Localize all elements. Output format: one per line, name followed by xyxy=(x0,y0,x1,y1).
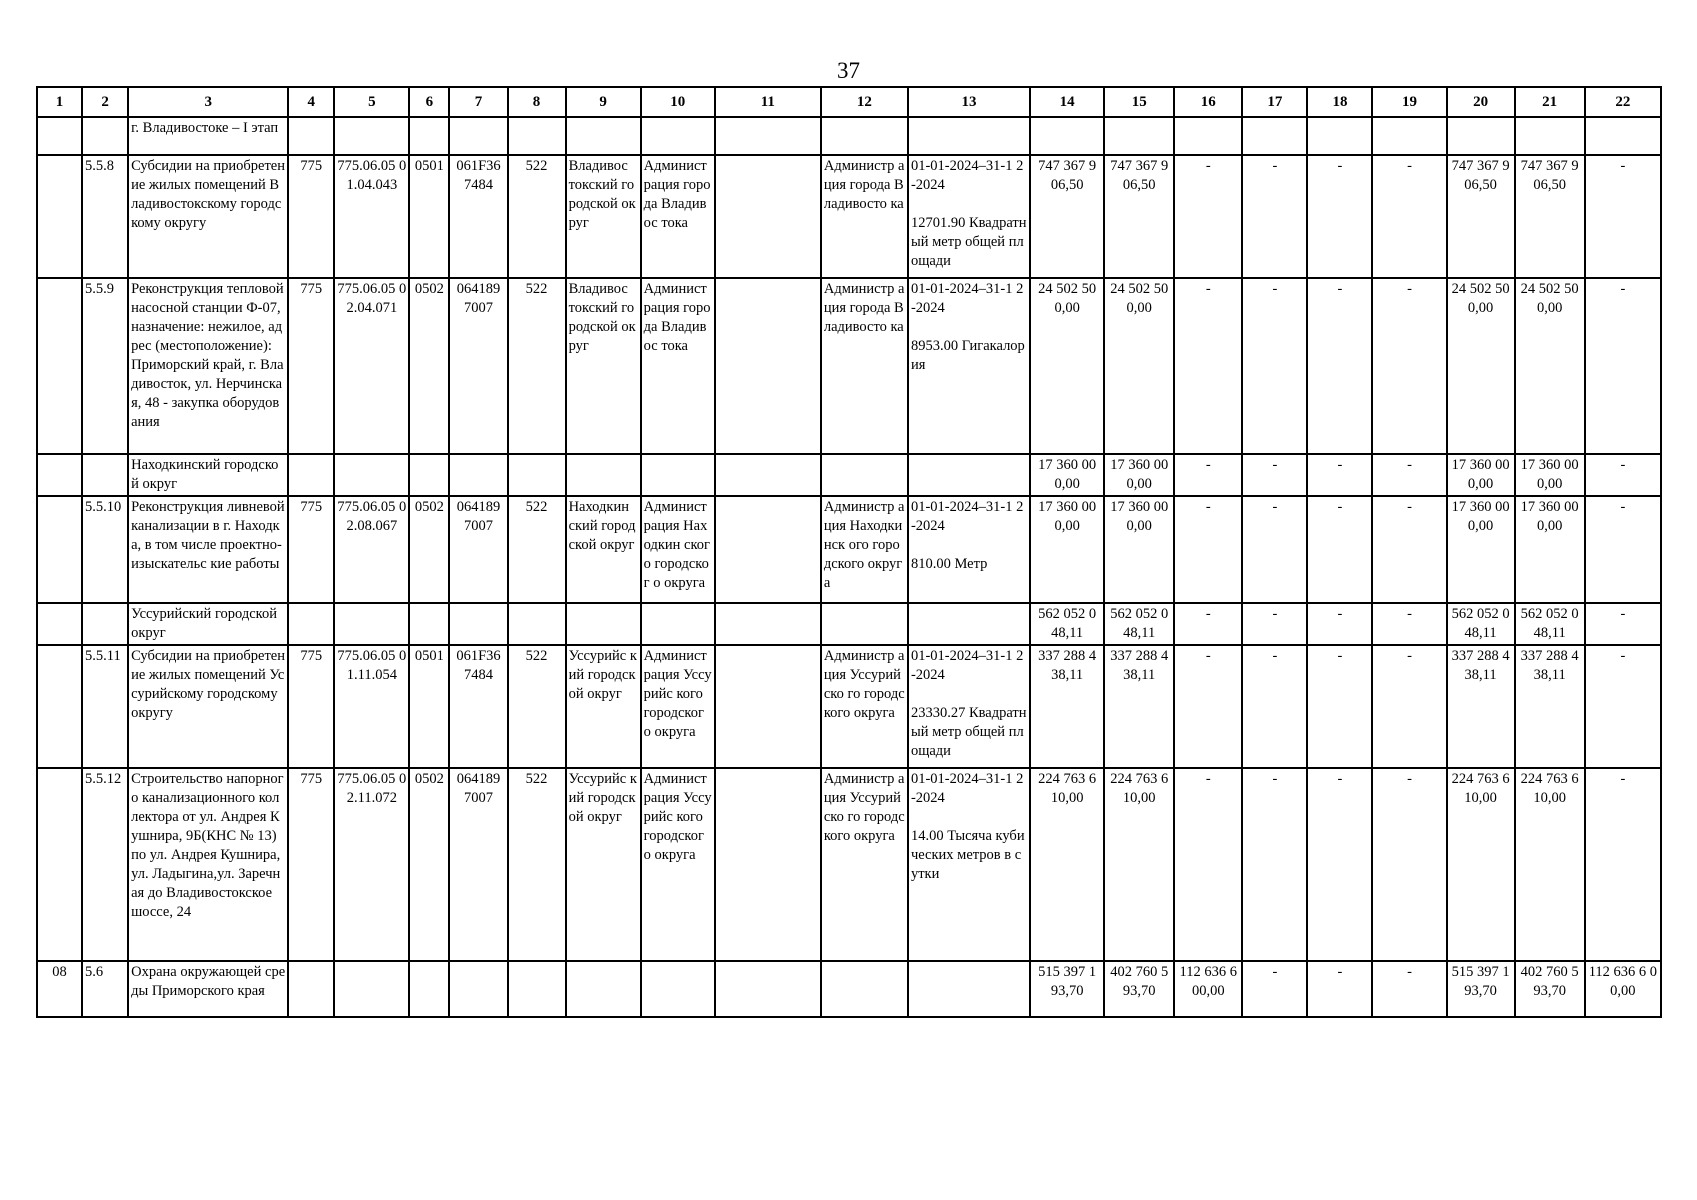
table-cell-col-18: - xyxy=(1307,278,1372,454)
column-header: 19 xyxy=(1372,87,1446,117)
table-cell-col-22: - xyxy=(1585,496,1661,603)
table-cell-col-6 xyxy=(409,961,449,1017)
table-cell-col-20: 337 288 4 38,11 xyxy=(1447,645,1515,768)
table-cell-col-18: - xyxy=(1307,768,1372,961)
table-cell-col-16: - xyxy=(1174,768,1242,961)
table-cell-col-20: 17 360 00 0,00 xyxy=(1447,496,1515,603)
table-cell-col-7: 064189 7007 xyxy=(449,768,507,961)
table-cell-col-1 xyxy=(37,278,82,454)
table-cell-col-9 xyxy=(566,603,641,645)
table-cell-col-16: 112 636 6 00,00 xyxy=(1174,961,1242,1017)
column-header: 17 xyxy=(1242,87,1307,117)
table-cell-col-12 xyxy=(821,603,908,645)
page-number: 37 xyxy=(837,58,860,83)
table-cell-col-10 xyxy=(641,961,715,1017)
table-cell-col-12: Администр ация Уссурийско го городского округа xyxy=(821,645,908,768)
table-cell-col-15: 24 502 50 0,00 xyxy=(1104,278,1174,454)
table-cell-col-18: - xyxy=(1307,603,1372,645)
table-cell-col-18: - xyxy=(1307,454,1372,496)
table-cell-col-17 xyxy=(1242,117,1307,155)
table-cell-col-7: 061F36 7484 xyxy=(449,155,507,278)
table-cell-col-4: 775 xyxy=(288,768,334,961)
table-cell-col-13: 01-01-2024–31-1 2-2024 23330.27 Квадратный метр общей площади xyxy=(908,645,1030,768)
table-cell-col-6: 0501 xyxy=(409,155,449,278)
table-cell-col-3: г. Владивостоке – I этап xyxy=(128,117,288,155)
table-cell-col-5 xyxy=(334,603,409,645)
table-cell-col-5: 775.06.05 02.11.072 xyxy=(334,768,409,961)
table-cell-col-1 xyxy=(37,454,82,496)
table-cell-col-7 xyxy=(449,603,507,645)
table-cell-col-8 xyxy=(508,454,566,496)
table-cell-col-12 xyxy=(821,117,908,155)
column-header: 9 xyxy=(566,87,641,117)
table-cell-col-11 xyxy=(715,454,821,496)
table-cell-col-12: Администр ация Уссурийско го городского округа xyxy=(821,768,908,961)
table-cell-col-16: - xyxy=(1174,496,1242,603)
table-cell-col-19: - xyxy=(1372,961,1446,1017)
table-cell-col-15: 747 367 9 06,50 xyxy=(1104,155,1174,278)
table-cell-col-11 xyxy=(715,768,821,961)
table-cell-col-1 xyxy=(37,768,82,961)
table-cell-col-10 xyxy=(641,117,715,155)
table-cell-col-16: - xyxy=(1174,645,1242,768)
table-cell-col-14: 224 763 6 10,00 xyxy=(1030,768,1104,961)
budget-table xyxy=(36,86,1662,1018)
table-cell-col-12: Администр ация города Владивосто ка xyxy=(821,155,908,278)
table-cell-col-14: 562 052 0 48,11 xyxy=(1030,603,1104,645)
table-cell-col-1 xyxy=(37,603,82,645)
table-cell-col-8: 522 xyxy=(508,278,566,454)
table-cell-col-19: - xyxy=(1372,278,1446,454)
table-cell-col-21: 17 360 00 0,00 xyxy=(1515,454,1585,496)
table-cell-col-18 xyxy=(1307,117,1372,155)
table-cell-col-2: 5.6 xyxy=(82,961,128,1017)
table-cell-col-16 xyxy=(1174,117,1242,155)
table-cell-col-14: 515 397 1 93,70 xyxy=(1030,961,1104,1017)
table-cell-col-1 xyxy=(37,496,82,603)
table-cell-col-17: - xyxy=(1242,155,1307,278)
table-cell-col-8: 522 xyxy=(508,155,566,278)
table-cell-col-21: 402 760 5 93,70 xyxy=(1515,961,1585,1017)
table-cell-col-9 xyxy=(566,454,641,496)
table-cell-col-19: - xyxy=(1372,454,1446,496)
table-cell-col-16: - xyxy=(1174,155,1242,278)
table-cell-col-4 xyxy=(288,603,334,645)
table-cell-col-22: 112 636 6 00,00 xyxy=(1585,961,1661,1017)
table-cell-col-6 xyxy=(409,454,449,496)
table-cell-col-2: 5.5.8 xyxy=(82,155,128,278)
table-cell-col-22: - xyxy=(1585,768,1661,961)
table-cell-col-9: Уссурийс кий городской округ xyxy=(566,768,641,961)
table-cell-col-22: - xyxy=(1585,603,1661,645)
column-header: 8 xyxy=(508,87,566,117)
table-cell-col-22 xyxy=(1585,117,1661,155)
table-cell-col-20: 747 367 9 06,50 xyxy=(1447,155,1515,278)
column-header: 22 xyxy=(1585,87,1661,117)
table-cell-col-4: 775 xyxy=(288,278,334,454)
table-cell-col-9: Владивос токский городской округ xyxy=(566,155,641,278)
table-cell-col-12: Администр ация Находкинск ого городского округа xyxy=(821,496,908,603)
table-cell-col-4: 775 xyxy=(288,155,334,278)
table-cell-col-4 xyxy=(288,454,334,496)
table-cell-col-6: 0502 xyxy=(409,496,449,603)
table-cell-col-17: - xyxy=(1242,768,1307,961)
table-cell-col-17: - xyxy=(1242,645,1307,768)
table-cell-col-2 xyxy=(82,117,128,155)
table-cell-col-14: 17 360 00 0,00 xyxy=(1030,496,1104,603)
table-cell-col-22: - xyxy=(1585,645,1661,768)
table-cell-col-14: 747 367 9 06,50 xyxy=(1030,155,1104,278)
table-cell-col-2: 5.5.10 xyxy=(82,496,128,603)
table-cell-col-7 xyxy=(449,961,507,1017)
column-header: 11 xyxy=(715,87,821,117)
table-cell-col-3: Охрана окружающей среды Приморского края xyxy=(128,961,288,1017)
table-cell-col-10: Админист рация Находкин ского городског о округа xyxy=(641,496,715,603)
table-cell-col-9: Находкин ский городской округ xyxy=(566,496,641,603)
table-cell-col-22: - xyxy=(1585,155,1661,278)
column-header: 2 xyxy=(82,87,128,117)
table-cell-col-10: Админист рация Уссурийс кого городског о округа xyxy=(641,645,715,768)
table-cell-col-2: 5.5.12 xyxy=(82,768,128,961)
table-cell-col-8: 522 xyxy=(508,645,566,768)
table-cell-col-19: - xyxy=(1372,603,1446,645)
table-cell-col-7 xyxy=(449,454,507,496)
table-cell-col-4: 775 xyxy=(288,645,334,768)
table-cell-col-21: 562 052 0 48,11 xyxy=(1515,603,1585,645)
table-cell-col-11 xyxy=(715,117,821,155)
table-cell-col-17: - xyxy=(1242,961,1307,1017)
table-cell-col-18: - xyxy=(1307,645,1372,768)
table-cell-col-21: 337 288 4 38,11 xyxy=(1515,645,1585,768)
table-row xyxy=(37,961,1661,1017)
table-cell-col-19: - xyxy=(1372,155,1446,278)
table-row xyxy=(37,454,1661,496)
table-cell-col-11 xyxy=(715,603,821,645)
table-row xyxy=(37,603,1661,645)
column-header: 13 xyxy=(908,87,1030,117)
table-cell-col-20: 17 360 00 0,00 xyxy=(1447,454,1515,496)
table-cell-col-9 xyxy=(566,961,641,1017)
table-cell-col-17: - xyxy=(1242,454,1307,496)
table-cell-col-3: Находкинский городской округ xyxy=(128,454,288,496)
table-cell-col-8: 522 xyxy=(508,496,566,603)
table-cell-col-3: Уссурийский городской округ xyxy=(128,603,288,645)
table-cell-col-8: 522 xyxy=(508,768,566,961)
table-cell-col-12 xyxy=(821,454,908,496)
table-cell-col-12: Администр ация города Владивосто ка xyxy=(821,278,908,454)
table-cell-col-11 xyxy=(715,961,821,1017)
column-header: 16 xyxy=(1174,87,1242,117)
table-cell-col-2 xyxy=(82,603,128,645)
table-cell-col-13 xyxy=(908,117,1030,155)
table-cell-col-6 xyxy=(409,603,449,645)
table-row xyxy=(37,155,1661,278)
table-cell-col-7 xyxy=(449,117,507,155)
table-cell-col-3: Реконструкция тепловой насосной станции Ф-07, назначение: нежилое, адрес (местоположение): Приморский край, г. Владивосток, ул. Нерчинская, 48 - закупка оборудования xyxy=(128,278,288,454)
table-cell-col-11 xyxy=(715,155,821,278)
header-row xyxy=(37,87,1661,117)
table-cell-col-13: 01-01-2024–31-1 2-2024 14.00 Тысяча кубических метров в сутки xyxy=(908,768,1030,961)
table-cell-col-8 xyxy=(508,603,566,645)
table-cell-col-21: 17 360 00 0,00 xyxy=(1515,496,1585,603)
table-cell-col-13: 01-01-2024–31-1 2-2024 12701.90 Квадратный метр общей площади xyxy=(908,155,1030,278)
column-header: 5 xyxy=(334,87,409,117)
table-cell-col-8 xyxy=(508,117,566,155)
table-row xyxy=(37,645,1661,768)
table-cell-col-10: Админист рация города Владивос тока xyxy=(641,278,715,454)
table-cell-col-13: 01-01-2024–31-1 2-2024 810.00 Метр xyxy=(908,496,1030,603)
table-cell-col-4 xyxy=(288,117,334,155)
table-cell-col-15: 224 763 6 10,00 xyxy=(1104,768,1174,961)
table-cell-col-21 xyxy=(1515,117,1585,155)
table-cell-col-13: 01-01-2024–31-1 2-2024 8953.00 Гигакалория xyxy=(908,278,1030,454)
table-cell-col-22: - xyxy=(1585,454,1661,496)
table-cell-col-4: 775 xyxy=(288,496,334,603)
table-cell-col-3: Субсидии на приобретение жилых помещений Уссурийскому городскому округу xyxy=(128,645,288,768)
table-cell-col-16: - xyxy=(1174,603,1242,645)
table-cell-col-14: 337 288 4 38,11 xyxy=(1030,645,1104,768)
table-cell-col-21: 747 367 9 06,50 xyxy=(1515,155,1585,278)
table-cell-col-20: 515 397 1 93,70 xyxy=(1447,961,1515,1017)
column-header: 12 xyxy=(821,87,908,117)
table-cell-col-6: 0502 xyxy=(409,768,449,961)
table-cell-col-19 xyxy=(1372,117,1446,155)
table-cell-col-12 xyxy=(821,961,908,1017)
table-cell-col-3: Строительство напорного канализационного коллектора от ул. Андрея Кушнира, 9Б(КНС № 13) по ул. Андрея Кушнира, ул. Ладыгина,ул. Заречная до Владивостокское шоссе, 24 xyxy=(128,768,288,961)
table-cell-col-18: - xyxy=(1307,155,1372,278)
table-cell-col-20: 24 502 50 0,00 xyxy=(1447,278,1515,454)
table-cell-col-4 xyxy=(288,961,334,1017)
table-cell-col-13 xyxy=(908,961,1030,1017)
table-cell-col-21: 24 502 50 0,00 xyxy=(1515,278,1585,454)
column-header: 15 xyxy=(1104,87,1174,117)
table-cell-col-5 xyxy=(334,454,409,496)
column-header: 4 xyxy=(288,87,334,117)
table-cell-col-20: 562 052 0 48,11 xyxy=(1447,603,1515,645)
table-cell-col-3: Реконструкция ливневой канализации в г. Находка, в том числе проектно-изыскательс кие работы xyxy=(128,496,288,603)
table-cell-col-21: 224 763 6 10,00 xyxy=(1515,768,1585,961)
table-cell-col-15: 17 360 00 0,00 xyxy=(1104,496,1174,603)
table-cell-col-1 xyxy=(37,645,82,768)
table-cell-col-2: 5.5.11 xyxy=(82,645,128,768)
table-cell-col-14 xyxy=(1030,117,1104,155)
column-header: 1 xyxy=(37,87,82,117)
table-row xyxy=(37,496,1661,603)
table-cell-col-19: - xyxy=(1372,768,1446,961)
table-cell-col-15 xyxy=(1104,117,1174,155)
table-cell-col-6: 0501 xyxy=(409,645,449,768)
table-cell-col-1: 08 xyxy=(37,961,82,1017)
table-cell-col-19: - xyxy=(1372,496,1446,603)
table-cell-col-1 xyxy=(37,117,82,155)
table-cell-col-15: 17 360 00 0,00 xyxy=(1104,454,1174,496)
column-header: 3 xyxy=(128,87,288,117)
table-cell-col-9 xyxy=(566,117,641,155)
column-header: 14 xyxy=(1030,87,1104,117)
column-header: 21 xyxy=(1515,87,1585,117)
table-cell-col-2 xyxy=(82,454,128,496)
table-cell-col-18: - xyxy=(1307,496,1372,603)
column-header: 7 xyxy=(449,87,507,117)
table-cell-col-6 xyxy=(409,117,449,155)
table-cell-col-17: - xyxy=(1242,496,1307,603)
table-cell-col-7: 064189 7007 xyxy=(449,278,507,454)
table-cell-col-15: 562 052 0 48,11 xyxy=(1104,603,1174,645)
column-header: 18 xyxy=(1307,87,1372,117)
table-cell-col-10 xyxy=(641,454,715,496)
table-cell-col-1 xyxy=(37,155,82,278)
table-cell-col-18: - xyxy=(1307,961,1372,1017)
table-cell-col-16: - xyxy=(1174,278,1242,454)
table-cell-col-11 xyxy=(715,645,821,768)
table-cell-col-17: - xyxy=(1242,603,1307,645)
table-row xyxy=(37,768,1661,961)
column-header: 20 xyxy=(1447,87,1515,117)
column-header: 10 xyxy=(641,87,715,117)
table-cell-col-10: Админист рация города Владивос тока xyxy=(641,155,715,278)
table-cell-col-11 xyxy=(715,278,821,454)
table-cell-col-8 xyxy=(508,961,566,1017)
table-cell-col-5: 775.06.05 02.04.071 xyxy=(334,278,409,454)
table-cell-col-13 xyxy=(908,454,1030,496)
table-cell-col-5 xyxy=(334,961,409,1017)
table-cell-col-15: 402 760 5 93,70 xyxy=(1104,961,1174,1017)
table-cell-col-19: - xyxy=(1372,645,1446,768)
table-cell-col-9: Владивос токский городской округ xyxy=(566,278,641,454)
table-cell-col-6: 0502 xyxy=(409,278,449,454)
table-cell-col-5: 775.06.05 01.04.043 xyxy=(334,155,409,278)
table-cell-col-5 xyxy=(334,117,409,155)
table-cell-col-17: - xyxy=(1242,278,1307,454)
table-cell-col-2: 5.5.9 xyxy=(82,278,128,454)
column-header: 6 xyxy=(409,87,449,117)
table-cell-col-10 xyxy=(641,603,715,645)
table-cell-col-7: 064189 7007 xyxy=(449,496,507,603)
table-cell-col-11 xyxy=(715,496,821,603)
table-cell-col-14: 17 360 00 0,00 xyxy=(1030,454,1104,496)
table-cell-col-14: 24 502 50 0,00 xyxy=(1030,278,1104,454)
table-cell-col-20 xyxy=(1447,117,1515,155)
table-cell-col-13 xyxy=(908,603,1030,645)
table-cell-col-5: 775.06.05 01.11.054 xyxy=(334,645,409,768)
table-cell-col-3: Субсидии на приобретение жилых помещений Владивостокскому городскому округу xyxy=(128,155,288,278)
table-cell-col-15: 337 288 4 38,11 xyxy=(1104,645,1174,768)
table-row xyxy=(37,117,1661,155)
table-cell-col-22: - xyxy=(1585,278,1661,454)
table-cell-col-5: 775.06.05 02.08.067 xyxy=(334,496,409,603)
table-cell-col-20: 224 763 6 10,00 xyxy=(1447,768,1515,961)
table-cell-col-10: Админист рация Уссурийс кого городског о округа xyxy=(641,768,715,961)
table-cell-col-7: 061F36 7484 xyxy=(449,645,507,768)
table-cell-col-16: - xyxy=(1174,454,1242,496)
table-cell-col-9: Уссурийс кий городской округ xyxy=(566,645,641,768)
table-row xyxy=(37,278,1661,454)
